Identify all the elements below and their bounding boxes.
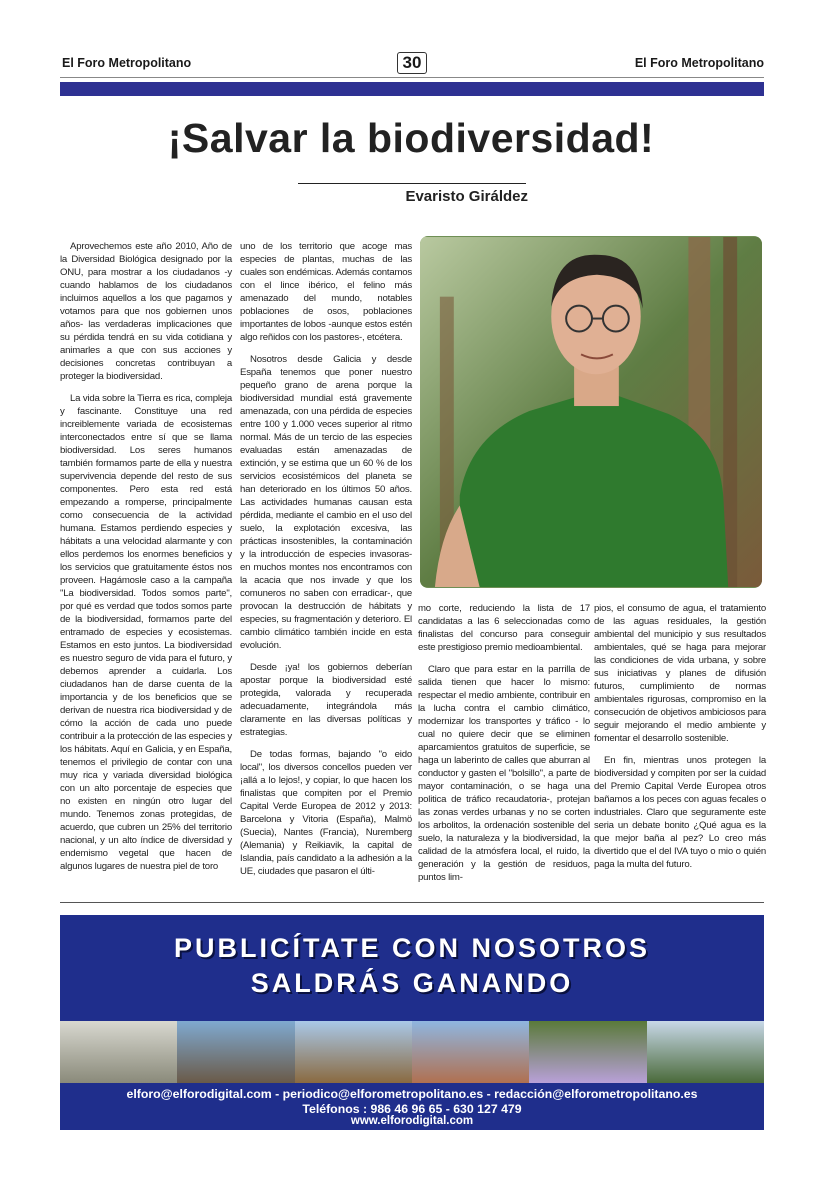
article-column-3 [418, 602, 590, 884]
article-paragraph: De todas formas, bajando "o eido local", los diversos concellos pueden ver ¡allá a lo lejos!, y copiar, lo que hacen los finalistas que compiten por el Premio Capital Verde Europea de 2012 y 2013: Barcelona y Vitoria (España), Malmö (Suecia), Nantes (Francia), Nuremberg (Alemania) y Reikiavik, la capital de Islandia, país candidato a la adhesión a la UE, ciudades que pasaron el últi- [240, 749, 412, 877]
header-rule [60, 77, 764, 78]
page-number: 30 [397, 52, 427, 74]
article-paragraph: Desde ¡ya! los gobiernos deberían apostar porque la biodiversidad esté protegida, valorada y recuperada adecuadamente, integrándola más claramente en las diversas políticas y estrategias. [240, 662, 412, 738]
article-author: Evaristo Giráldez [405, 188, 528, 205]
header-publication-right: El Foro Metropolitano [634, 56, 764, 70]
ad-photo-strip [60, 1021, 764, 1083]
article-paragraph: Nosotros desde Galicia y desde España tenemos que poner nuestro pequeño grano de arena porque la biodiversidad mundial está gravemente amenazada, con una pérdida de especies entre 100 y 1.000 veces superior al ritmo normal. Más de un tercio de las especies evaluadas están amenazadas de extinción, y se estima que un 60 % de los servicios ecosistémicos del planeta se han deteriorado en los últimos 50 años. Las actividades humanas causan esta pérdida, mediante el cambio en el uso del suelo, la explotación excesiva, las prácticas insostenibles, la contaminación y la introducción de especies invasoras- en muchos montes nos encontramos con la acacia que nos invade y que los comuneros no saben con erradicar-, que provocan la destrucción de hábitats y especies, su fragmentación y deterioro. El cambio climático también incide en esta evolución. [240, 354, 412, 651]
article-paragraph: La vida sobre la Tierra es rica, compleja y fascinante. Constituye una red increiblemente variada de ecosistemas interconectados entre sí que se llama biodiversidad. Los seres humanos también formamos parte de ella y nuestra supervivencia depende del resto de sus componentes. Pero esta red está empezando a romperse, principalmente como consecuencia de la actividad humana. Estamos perdiendo especies y hábitats a una velocidad alarmante y con ellos perdemos los enormes beneficios y los servicios que gratuitamente éstos nos proveen. Hagámosle caso a la campaña "La biodiversidad. Todos somos parte", por qué es verdad que todos somos parte de la biodiversidad, formamos parte del entramado de especies y ecosistemas. Estamos en esto juntos. La biodiversidad es nuestro seguro de vida para el futuro, y debemos aprender a cuidarla. Los ciudadanos han de darse cuenta de la importancia y de los beneficios que se derivan de nuestra rica biodiversidad y de cómo la acción de cada uno puede contribuir a la protección de las especies y los hábitats. Aquí en Galicia, y en España, tenemos el privilegio de contar con una muy rica y variada diversidad biológica con un alto porcentaje de especies que no existen en ningún otro lugar del mundo. Tenemos zonas protegidas, de acuerdo, que cubren un 25% del territorio nacional, y un alto índice de diversidad y endemismo vegetal que hacen de algunos lugares de nuestra piel de toro [60, 393, 232, 872]
article-column-2 [240, 240, 412, 878]
article-title: ¡Salvar la biodiversidad! [167, 115, 655, 161]
header-publication-left: El Foro Metropolitano [62, 56, 192, 70]
ad-website: www.elforodigital.com [350, 1115, 474, 1127]
ad-phones: Teléfonos : 986 46 96 65 - 630 127 479 [302, 1102, 522, 1116]
article-column-1 [60, 240, 232, 873]
header-band [60, 82, 764, 96]
advertisement-banner [60, 915, 764, 1130]
article-paragraph: Aprovechemos este año 2010, Año de la Diversidad Biológica designado por la ONU, para mostrar a los ciudadanos -y cuando hablamos de los ciudadanos incluimos aquellos a los que pagamos y votamos para que nos gobiernen unos años- las verdaderas implicaciones que su pérdida tendrá en su vida cotidiana y animarles a que con sus acciones y decisiones concretas contribuyan a proteger la biodiversidad. [60, 241, 232, 382]
article-paragraph: En fin, mientras unos protegen la biodiversidad y compiten por ser la cuidad del Premio Capital Verde Europea otros bañamos a los peces con aguas fecales o industriales. Claro que seguramente este seria un debate bonito ¿Qué agua es la que mejor baña al pez? Lo creo más divertido que el del IVA tuyo o mio o quién paga la multa del futuro. [594, 755, 766, 870]
author-rule [298, 183, 526, 184]
article-footer-rule [60, 902, 764, 903]
author-photo [420, 236, 762, 588]
author-portrait-image [420, 236, 762, 588]
article-paragraph: Claro que para estar en la parrilla de salida tienen que hacer lo mismo: respectar el medio ambiente, contribuir en la lucha contra el cambio climático, modernizar los transportes y tráfico - lo cual no quiere decir que se eliminen aparcamientos gratuitos de superficie, se haga un laberinto de calles que aburran al conductor y gasten el "bolsillo", a parte de mayor contaminación, o se haga una politica de tráfico recaudatoria-, protejan las zonas verdes urbanas y no se corten los arbolitos, la ordenación sostenible del suelo, la naturaleza y la biodiversidad, la calidad de la atmósfera local, el ruido, la generación y la gestión de residuos, puntos lim- [418, 664, 590, 883]
article-paragraph: pios, el consumo de agua, el tratamiento de las aguas residuales, la gestión ambiental del municipio y sus resultados ambientales, qué se haga para mejorar las condiciones de vida urbana, y sobre sus iniciativas y planes de difusión futuros, cumplimiento de normas ambientales rigurosas, compromiso en la consecución de objetivos ambiciosos para seguir mejorando el medio ambiente y fomentar el desarrollo sostenible. [594, 603, 766, 744]
article-column-4 [594, 602, 766, 871]
article-paragraph: mo corte, reduciendo la lista de 17 candidatas a las 6 seleccionadas como finalistas del concurso para conseguir este prestigioso premio medioambiental. [418, 603, 590, 653]
ad-emails: elforo@elforodigital.com - periodico@elforometropolitano.es - redacción@elforometropolitano.es [126, 1087, 698, 1101]
ad-headline-2: SALDRÁS GANANDO [250, 968, 574, 998]
ad-headline-1: PUBLICÍTATE CON NOSOTROS [174, 933, 650, 963]
article-paragraph: uno de los territorio que acoge mas especies de plantas, muchas de las cuales son endémicas. Además contamos con el lince ibérico, el felino más amenazado del mundo, notables poblaciones de osos, poblaciones importantes de lobos -aunque estos estén algo reñidos con los pastores-, etcétera. [240, 241, 412, 343]
